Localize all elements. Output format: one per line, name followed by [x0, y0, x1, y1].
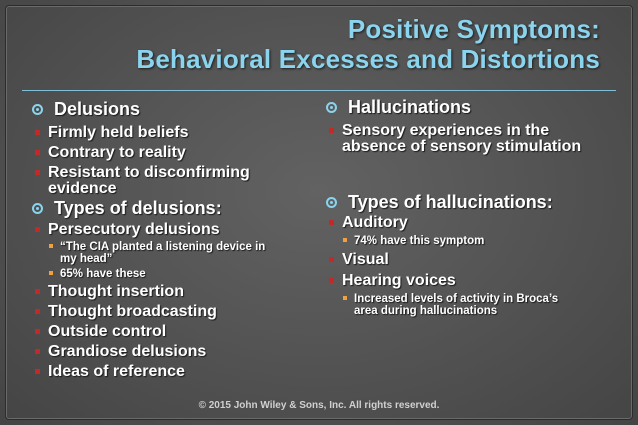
circle-bullet-icon [32, 104, 43, 115]
bullet-delusions [32, 100, 317, 119]
sub-bullet [32, 145, 317, 161]
square-bullet-icon [35, 227, 40, 232]
square-bullet-icon [35, 369, 40, 374]
square-bullet-icon [35, 170, 40, 175]
sub-bullet-label: Sensory experiences in the absence of sensory stimulation [342, 122, 582, 155]
square-bullet-icon [35, 150, 40, 155]
bullet-types-of-delusions [32, 199, 317, 218]
sub-bullet-label: Persecutory delusions [48, 221, 220, 238]
sub-bullet-label: Auditory [342, 214, 408, 231]
circle-bullet-icon [326, 102, 337, 113]
sub-bullet-label: Outside control [48, 323, 167, 340]
sub-sub-bullet [48, 268, 317, 280]
title-divider [22, 90, 616, 91]
bullet-hallucinations [326, 98, 616, 117]
sub-bullet-label: Firmly held beliefs [48, 124, 189, 141]
square-bullet-icon [35, 309, 40, 314]
square-bullet-icon [35, 349, 40, 354]
sub-bullet [32, 304, 317, 320]
title-line-2: Behavioral Excesses and Distortions [136, 44, 600, 74]
sub-bullet-label: Grandiose delusions [48, 343, 207, 360]
sub-bullet [32, 364, 317, 380]
circle-bullet-icon [32, 203, 43, 214]
sub-bullet [32, 222, 317, 238]
bullet-types-of-hallucinations [326, 193, 616, 212]
sub-sub-bullet-label: Increased levels of activity in Broca’s area during hallucinations [354, 293, 559, 317]
sub-bullet [32, 284, 317, 300]
circle-bullet-icon [326, 197, 337, 208]
sub-sub-bullet-label: “The CIA planted a listening device in my head” [60, 241, 266, 265]
sub-bullet [32, 125, 317, 141]
square-bullet-icon [329, 278, 334, 283]
bullet-label: Delusions [54, 99, 141, 119]
sub-sub-bullet [342, 293, 584, 317]
sub-bullet-label: Thought broadcasting [48, 303, 217, 320]
sub-sub-bullet [342, 235, 616, 247]
bullet-label: Hallucinations [348, 97, 472, 117]
sub-bullet [32, 324, 317, 340]
left-column [32, 100, 317, 380]
small-square-bullet-icon [343, 296, 347, 300]
square-bullet-icon [35, 329, 40, 334]
sub-bullet-label: Hearing voices [342, 272, 456, 289]
sub-bullet-label: Contrary to reality [48, 144, 186, 161]
sub-bullet [326, 273, 616, 289]
square-bullet-icon [329, 220, 334, 225]
sub-sub-bullet-label: 74% have this symptom [354, 235, 485, 247]
sub-bullet [32, 344, 317, 360]
square-bullet-icon [35, 130, 40, 135]
sub-bullet [32, 165, 317, 197]
sub-bullet-label: Visual [342, 251, 389, 268]
sub-sub-bullet [48, 241, 280, 265]
sub-bullet-label: Resistant to disconfirming evidence [48, 164, 250, 197]
small-square-bullet-icon [343, 238, 347, 242]
slide-title [136, 14, 600, 74]
small-square-bullet-icon [49, 244, 53, 248]
square-bullet-icon [329, 257, 334, 262]
sub-sub-bullet-label: 65% have these [60, 268, 146, 280]
title-line-1: Positive Symptoms: [347, 14, 600, 44]
bullet-label: Types of delusions: [54, 198, 222, 218]
right-column [326, 98, 616, 317]
square-bullet-icon [35, 289, 40, 294]
sub-bullet-label: Ideas of reference [48, 363, 185, 380]
bullet-label: Types of hallucinations: [348, 192, 553, 212]
sub-bullet [326, 123, 602, 155]
sub-bullet-label: Thought insertion [48, 283, 184, 300]
sub-bullet [326, 252, 616, 268]
sub-bullet [326, 215, 616, 231]
square-bullet-icon [329, 128, 334, 133]
copyright-footer: © 2015 John Wiley & Sons, Inc. All rights reserved. [198, 400, 440, 411]
small-square-bullet-icon [49, 271, 53, 275]
